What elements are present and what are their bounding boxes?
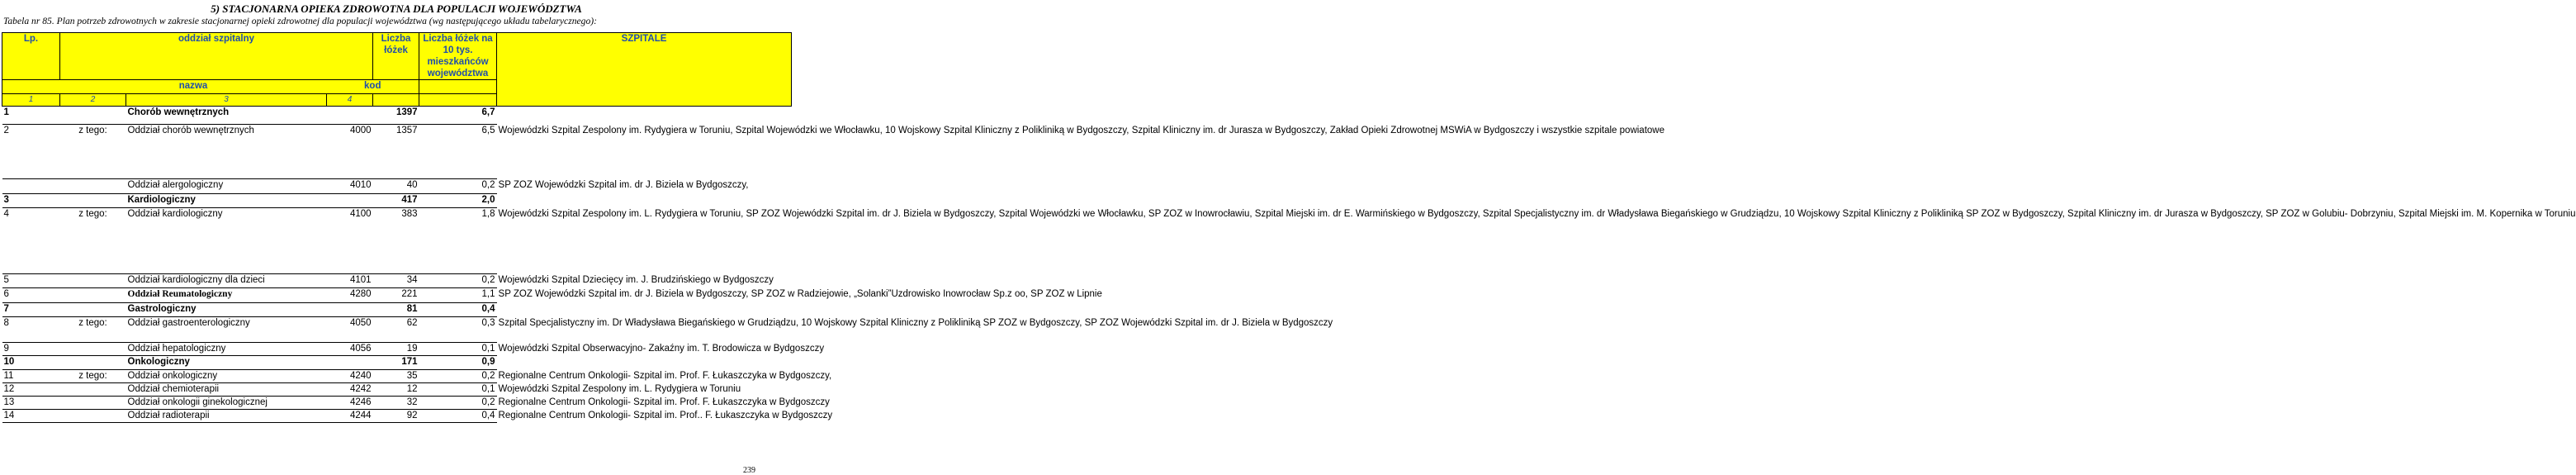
section-title: 5) STACJONARNA OPIEKA ZDROWOTNA DLA POPULACJI WOJEWÓDZTWA — [211, 2, 582, 15]
row-beds: 62 — [373, 317, 419, 343]
row-prefix: z tego: — [60, 208, 126, 274]
row-ratio: 1,1 — [419, 288, 497, 303]
row-code: 4010 — [327, 179, 373, 194]
row-code: 4244 — [327, 410, 373, 423]
row-lp: 5 — [2, 274, 60, 288]
row-ratio: 6,5 — [419, 125, 497, 179]
row-ward-name: Oddział alergologiczny — [126, 179, 327, 194]
row-ratio: 0,1 — [419, 343, 497, 356]
table-row — [2, 410, 792, 423]
header-col-4: 4 — [327, 94, 373, 107]
table-row — [2, 397, 792, 410]
row-lp: 8 — [2, 317, 60, 343]
row-ward-name: Oddział gastroenterologiczny — [126, 317, 327, 343]
row-ward-name: Oddział kardiologiczny — [126, 208, 327, 274]
row-prefix: z tego: — [60, 125, 126, 179]
row-code: 4050 — [327, 317, 373, 343]
header-code: kod — [327, 80, 419, 94]
row-code: 4056 — [327, 343, 373, 356]
table-row — [2, 303, 792, 317]
row-hospitals: SP ZOZ Wojewódzki Szpital im. dr J. Biziela w Bydgoszczy, SP ZOZ w Radziejowie, „Solanki”Uzdrowisko Inowrocław Sp.z oo, SP ZOZ w Lipnie — [498, 288, 1102, 299]
row-ward-name: Oddział hepatologiczny — [126, 343, 327, 356]
row-lp: 10 — [2, 356, 60, 370]
row-ward-name: Oddział onkologiczny — [126, 370, 327, 383]
table-row — [2, 194, 792, 208]
row-beds: 1357 — [373, 125, 419, 179]
row-prefix — [60, 343, 126, 356]
row-beds: 417 — [373, 194, 419, 208]
row-beds: 81 — [373, 303, 419, 317]
table-row — [2, 317, 792, 343]
row-ward-name: Oddział Reumatologiczny — [126, 288, 327, 303]
table-row — [2, 179, 792, 194]
row-beds: 40 — [373, 179, 419, 194]
row-ward-name: Chorób wewnętrznych — [126, 107, 327, 125]
row-code — [327, 303, 373, 317]
row-hospitals: Wojewódzki Szpital Dziecięcy im. J. Brudzińskiego w Bydgoszczy — [498, 274, 774, 285]
row-code: 4000 — [327, 125, 373, 179]
row-hospitals — [497, 107, 792, 125]
row-prefix — [60, 274, 126, 288]
row-lp: 1 — [2, 107, 60, 125]
row-ratio: 2,0 — [419, 194, 497, 208]
header-name: nazwa — [60, 80, 327, 94]
row-code — [327, 356, 373, 370]
table-row — [2, 370, 792, 383]
row-beds: 32 — [373, 397, 419, 410]
row-prefix — [60, 288, 126, 303]
row-lp: 9 — [2, 343, 60, 356]
row-prefix: z tego: — [60, 370, 126, 383]
row-lp: 3 — [2, 194, 60, 208]
row-ward-name: Onkologiczny — [126, 356, 327, 370]
table-row — [2, 125, 792, 179]
row-ward-name: Oddział chorób wewnętrznych — [126, 125, 327, 179]
plan-table — [2, 32, 2576, 423]
row-beds: 221 — [373, 288, 419, 303]
row-lp: 11 — [2, 370, 60, 383]
row-hospitals: SP ZOZ Wojewódzki Szpital im. dr J. Biziela w Bydgoszczy, — [498, 179, 749, 190]
row-code: 4242 — [327, 383, 373, 397]
row-code: 4100 — [327, 208, 373, 274]
row-beds: 1397 — [373, 107, 419, 125]
page-number: 239 — [743, 466, 755, 475]
row-hospitals: Wojewódzki Szpital Obserwacyjno- Zakaźny im. T. Brodowicza w Bydgoszczy — [498, 343, 825, 354]
row-ratio: 6,7 — [419, 107, 497, 125]
row-ward-name: Oddział kardiologiczny dla dzieci — [126, 274, 327, 288]
row-hospitals — [497, 303, 792, 317]
table-row — [2, 274, 792, 288]
row-prefix — [60, 410, 126, 423]
row-hospitals: Wojewódzki Szpital Zespolony im. L. Rydygiera w Toruniu, SP ZOZ Wojewódzki Szpital im. dr J. Biziela w Bydgoszczy, Szpital Wojewódzki we Włocławku, SP ZOZ w Inowrocławiu, Szpital Miejski im. dr E. Warmińskiego w Bydgoszczy, Szpital Specjalistyczny im. dr Władysława Biegańskiego w Grudziądzu, 10 Wojskowy Szpital Kliniczny z Polikliniką SP ZOZ w Bydgoszczy, Szpital Kliniczny im. dr Jurasza w Bydgoszczy, SP ZOZ w Golubiu- Dobrzyniu, Szpital Miejski im. M. Kopernika w Toruniu — [498, 208, 2576, 219]
row-ratio: 0,2 — [419, 274, 497, 288]
row-code: 4101 — [327, 274, 373, 288]
row-ratio: 0,4 — [419, 410, 497, 423]
row-hospitals: Regionalne Centrum Onkologii- Szpital im. Prof. F. Łukaszczyka w Bydgoszczy — [498, 397, 830, 407]
row-ratio: 0,9 — [419, 356, 497, 370]
header-beds: Liczba łóżek — [373, 33, 419, 80]
row-prefix — [60, 107, 126, 125]
row-ward-name: Gastrologiczny — [126, 303, 327, 317]
row-hospitals: Regionalne Centrum Onkologii- Szpital im. Prof.. F. Łukaszczyka w Bydgoszczy — [498, 410, 833, 420]
row-beds: 12 — [373, 383, 419, 397]
table-caption: Tabela nr 85. Plan potrzeb zdrowotnych w zakresie stacjonarnej opieki zdrowotnej dla populacji województwa (wg następującego układu tabelarycznego): — [3, 16, 597, 26]
header-ward: oddział szpitalny — [60, 33, 373, 80]
row-ratio: 0,2 — [419, 179, 497, 194]
header-hospitals: SZPITALE — [497, 33, 792, 107]
row-lp: 12 — [2, 383, 60, 397]
row-beds: 383 — [373, 208, 419, 274]
table-row — [2, 383, 792, 397]
row-code: 4240 — [327, 370, 373, 383]
row-beds: 92 — [373, 410, 419, 423]
row-lp: 13 — [2, 397, 60, 410]
row-code: 4280 — [327, 288, 373, 303]
row-ratio: 0,3 — [419, 317, 497, 343]
row-hospitals: Wojewódzki Szpital Zespolony im. L. Rydygiera w Toruniu — [498, 383, 741, 394]
row-hospitals — [497, 356, 792, 370]
header-col-3: 3 — [126, 94, 327, 107]
row-lp: 2 — [2, 125, 60, 179]
row-lp: 4 — [2, 208, 60, 274]
row-prefix — [60, 179, 126, 194]
header-lp: Lp. — [2, 33, 60, 80]
row-lp: 14 — [2, 410, 60, 423]
row-beds: 34 — [373, 274, 419, 288]
header-beds-per: Liczba łóżek na 10 tys. mieszkańców województwa — [419, 33, 497, 80]
row-ward-name: Oddział chemioterapii — [126, 383, 327, 397]
row-hospitals: Wojewódzki Szpital Zespolony im. Rydygiera w Toruniu, Szpital Wojewódzki we Włocławku, 10 Wojskowy Szpital Kliniczny z Polikliniką w Bydgoszczy, Szpital Kliniczny im. dr Jurasza w Bydgoszczy, Zakład Opieki Zdrowotnej MSWiA w Bydgoszczy i wszystkie szpitale powiatowe — [498, 125, 1664, 135]
row-prefix: z tego: — [60, 317, 126, 343]
row-ratio: 0,2 — [419, 397, 497, 410]
row-ratio: 0,1 — [419, 383, 497, 397]
row-hospitals: Regionalne Centrum Onkologii- Szpital im. Prof. F. Łukaszczyka w Bydgoszczy, — [498, 370, 832, 381]
row-hospitals: Szpital Specjalistyczny im. Dr Władysława Biegańskiego w Grudziądzu, 10 Wojskowy Szpital Kliniczny z Polikliniką SP ZOZ w Bydgoszczy, SP ZOZ Wojewódzki Szpital im. dr J. Biziela w Bydgoszczy — [498, 317, 1333, 328]
table-row — [2, 356, 792, 370]
row-ratio: 1,8 — [419, 208, 497, 274]
row-lp: 6 — [2, 288, 60, 303]
row-code: 4246 — [327, 397, 373, 410]
row-ward-name: Oddział radioterapii — [126, 410, 327, 423]
table-row — [2, 107, 792, 125]
row-ratio: 0,2 — [419, 370, 497, 383]
table-row — [2, 288, 792, 303]
table-row — [2, 208, 792, 274]
row-code — [327, 194, 373, 208]
row-lp — [2, 179, 60, 194]
row-prefix — [60, 356, 126, 370]
table-row — [2, 343, 792, 356]
row-beds: 35 — [373, 370, 419, 383]
row-ratio: 0,4 — [419, 303, 497, 317]
row-hospitals — [497, 194, 792, 208]
row-beds: 19 — [373, 343, 419, 356]
row-lp: 7 — [2, 303, 60, 317]
row-prefix — [60, 383, 126, 397]
header-col-2: 2 — [60, 94, 126, 107]
header-col-1: 1 — [2, 94, 60, 107]
row-prefix — [60, 194, 126, 208]
row-ward-name: Oddział onkologii ginekologicznej — [126, 397, 327, 410]
row-prefix — [60, 397, 126, 410]
row-prefix — [60, 303, 126, 317]
row-code — [327, 107, 373, 125]
row-beds: 171 — [373, 356, 419, 370]
row-ward-name: Kardiologiczny — [126, 194, 327, 208]
